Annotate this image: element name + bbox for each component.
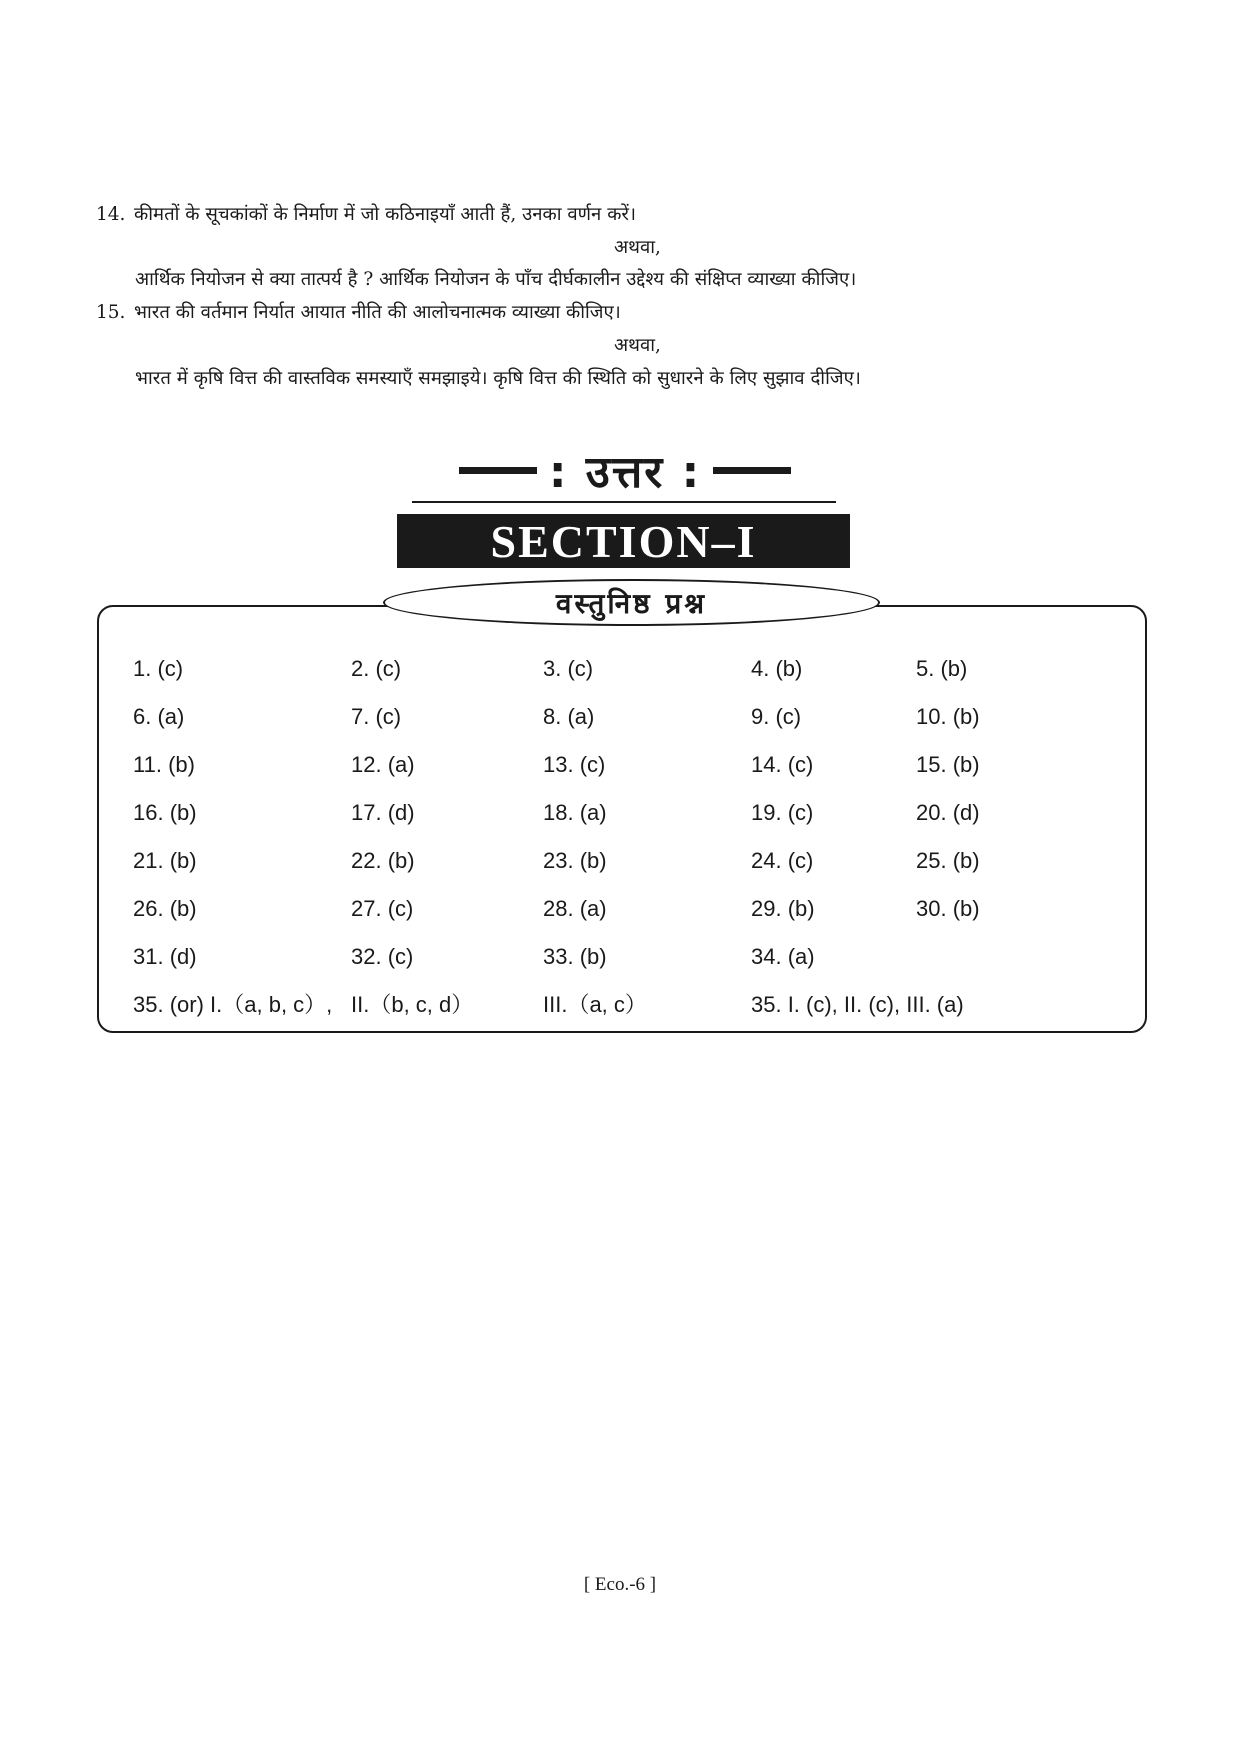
answer-item: 34. (a) [751, 944, 815, 969]
objective-questions-label: वस्तुनिष्ठ प्रश्न [383, 579, 880, 626]
question-alternative: भारत में कृषि वित्त की वास्तविक समस्याएँ समझाइये। कृषि वित्त की स्थिति को सुधारने के लिए सुझाव दीजिए। [135, 368, 861, 389]
answer-item: II.（b, c, d） [351, 992, 474, 1017]
answer-item: 9. (c) [751, 704, 802, 729]
answers-heading [410, 440, 840, 500]
answer-item: 35. I. (c), II. (c), III. (a) [751, 992, 964, 1017]
answer-item: 17. (d) [351, 800, 415, 825]
answer-item: 32. (c) [351, 944, 414, 969]
answer-item: 10. (b) [916, 704, 980, 729]
answer-item: 2. (c) [351, 656, 402, 681]
question-number: 14. [96, 204, 126, 225]
answer-item: 26. (b) [133, 896, 197, 921]
answer-item: 31. (d) [133, 944, 197, 969]
page-footer: [ Eco.-6 ] [583, 1574, 657, 1595]
answer-item: 15. (b) [916, 752, 980, 777]
answer-item: 14. (c) [751, 752, 814, 777]
answer-item: 6. (a) [133, 704, 185, 729]
answer-item: III.（a, c） [543, 992, 647, 1017]
answer-item: 22. (b) [351, 848, 415, 873]
answer-item: 11. (b) [133, 752, 195, 777]
answer-item: 3. (c) [543, 656, 594, 681]
question-15 [96, 300, 621, 326]
answer-item: 23. (b) [543, 848, 607, 873]
question-text: कीमतों के सूचकांकों के निर्माण में जो कठिनाइयाँ आती हैं, उनका वर्णन करें। [134, 204, 636, 225]
or-label: अथवा, [614, 335, 661, 356]
answer-item: 5. (b) [916, 656, 968, 681]
answer-item: 18. (a) [543, 800, 607, 825]
answer-key-box [97, 605, 1147, 1033]
question-alternative: आर्थिक नियोजन से क्या तात्पर्य है ? आर्थिक नियोजन के पाँच दीर्घकालीन उद्देश्य की संक्षिप्त व्याख्या कीजिए। [135, 269, 857, 290]
heading-rule-left [459, 467, 537, 474]
answer-item: 25. (b) [916, 848, 980, 873]
heading-rule-right [713, 467, 791, 474]
answer-item: 1. (c) [133, 656, 184, 681]
answer-item: 28. (a) [543, 896, 607, 921]
answer-item: 21. (b) [133, 848, 197, 873]
section-title: SECTION–I [397, 514, 850, 568]
answer-item: 33. (b) [543, 944, 607, 969]
answer-item: 35. (or) I.（a, b, c）, [133, 992, 333, 1017]
answer-item: 16. (b) [133, 800, 197, 825]
answer-item: 7. (c) [351, 704, 402, 729]
question-14 [96, 202, 636, 228]
question-number: 15. [96, 302, 126, 323]
answer-item: 20. (d) [916, 800, 980, 825]
question-text: भारत की वर्तमान निर्यात आयात नीति की आलोचनात्मक व्याख्या कीजिए। [134, 302, 621, 323]
answers-heading-text: : उत्तर : [548, 447, 702, 498]
answer-item: 30. (b) [916, 896, 980, 921]
heading-underline [412, 501, 836, 503]
answer-item: 27. (c) [351, 896, 414, 921]
answer-item: 12. (a) [351, 752, 415, 777]
or-label: अथवा, [614, 237, 661, 258]
answer-item: 13. (c) [543, 752, 606, 777]
answer-item: 24. (c) [751, 848, 814, 873]
answer-item: 29. (b) [751, 896, 815, 921]
answer-item: 19. (c) [751, 800, 814, 825]
answer-item: 8. (a) [543, 704, 595, 729]
answer-item: 4. (b) [751, 656, 803, 681]
